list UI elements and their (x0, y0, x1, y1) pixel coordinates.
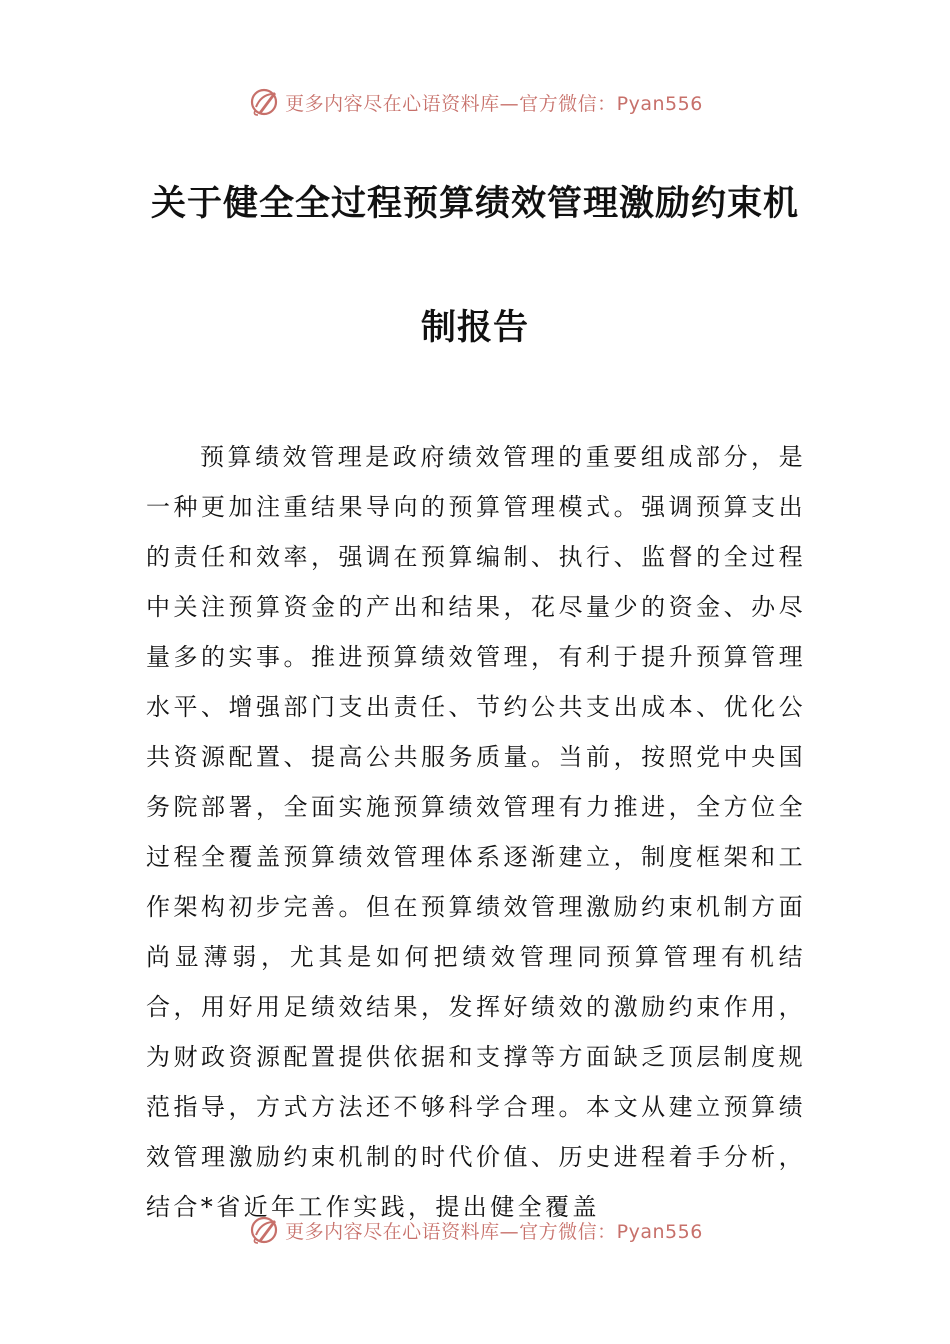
header-watermark (0, 82, 950, 122)
pen-swirl-logo-icon (247, 1213, 281, 1247)
footer-watermark (0, 1210, 950, 1250)
document-title-line-1: 关于健全全过程预算绩效管理激励约束机 (150, 184, 799, 224)
body-paragraph: 预算绩效管理是政府绩效管理的重要组成部分，是一种更加注重结果导向的预算管理模式。强调预算支出的责任和效率，强调在预算编制、执行、监督的全过程中关注预算资金的产出和结果，花尽量少的资金、办尽量多的实事。推进预算绩效管理，有利于提升预算管理水平、增强部门支出责任、节约公共支出成本、优化公共资源配置、提高公共服务质量。当前，按照党中央国务院部署，全面实施预算绩效管理有力推进，全方位全过程全覆盖预算绩效管理体系逐渐建立，制度框架和工作架构初步完善。但在预算绩效管理激励约束机制方面尚显薄弱，尤其是如何把绩效管理同预算管理有机结合，用好用足绩效结果，发挥好绩效的激励约束作用，为财政资源配置提供依据和支撑等方面缺乏顶层制度规范指导，方式方法还不够科学合理。本文从建立预算绩效管理激励约束机制的时代价值、历史进程着手分析，结合*省近年工作实践，提出健全覆盖 (146, 443, 806, 1221)
pen-swirl-logo-icon (247, 85, 281, 119)
watermark-text: 更多内容尽在心语资料库—官方微信：Pyan556 (285, 1220, 703, 1243)
document-title-line-2: 制报告 (420, 308, 529, 348)
watermark-text: 更多内容尽在心语资料库—官方微信：Pyan556 (285, 92, 703, 115)
